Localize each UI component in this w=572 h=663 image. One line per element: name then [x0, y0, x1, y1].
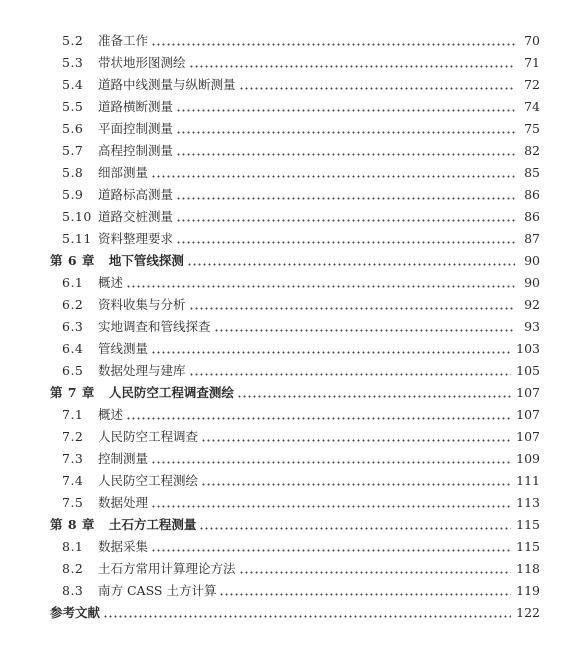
- dot-leader: [151, 351, 511, 354]
- entry-page-number: 107: [516, 429, 540, 444]
- entry-page-number: 113: [516, 495, 540, 510]
- entry-number: 7.2: [62, 429, 84, 444]
- table-of-contents: [0, 30, 572, 624]
- entry-title: 资料整理要求: [98, 231, 174, 246]
- dot-leader: [199, 527, 511, 530]
- dot-leader: [151, 461, 511, 464]
- entry-page-number: 122: [516, 605, 540, 620]
- toc-section-entry[interactable]: [0, 316, 572, 338]
- toc-section-entry[interactable]: [0, 184, 572, 206]
- entry-page-number: 111: [516, 473, 540, 488]
- dot-leader: [239, 87, 515, 90]
- entry-title: 人民防空工程调查: [98, 429, 199, 444]
- toc-section-entry[interactable]: [0, 52, 572, 74]
- dot-leader: [189, 373, 512, 376]
- toc-section-entry[interactable]: [0, 536, 572, 558]
- toc-section-entry[interactable]: [0, 404, 572, 426]
- entry-page-number: 75: [524, 121, 540, 136]
- toc-references-entry[interactable]: [0, 602, 572, 624]
- entry-number: 7.3: [62, 451, 84, 466]
- dot-leader: [214, 329, 515, 332]
- entry-title: 实地调查和管线探查: [98, 319, 211, 334]
- toc-chapter-entry[interactable]: [0, 514, 572, 536]
- entry-number: 8.2: [62, 561, 84, 576]
- entry-number: 第 8 章: [50, 517, 95, 532]
- entry-title: 高程控制测量: [98, 143, 174, 158]
- entry-title: 控制测量: [98, 451, 149, 466]
- entry-page-number: 105: [516, 363, 540, 378]
- dot-leader: [151, 43, 515, 46]
- entry-title: 概述: [98, 407, 124, 422]
- entry-title: 概述: [98, 275, 124, 290]
- dot-leader: [176, 219, 515, 222]
- dot-leader: [189, 65, 515, 68]
- entry-number: 6.2: [62, 297, 84, 312]
- toc-chapter-entry[interactable]: [0, 382, 572, 404]
- entry-number: 第 7 章: [50, 385, 95, 400]
- toc-section-entry[interactable]: [0, 294, 572, 316]
- toc-section-entry[interactable]: [0, 162, 572, 184]
- entry-page-number: 86: [524, 187, 540, 202]
- toc-section-entry[interactable]: [0, 360, 572, 382]
- entry-title: 道路中线测量与纵断测量: [98, 77, 236, 92]
- dot-leader: [176, 109, 515, 112]
- toc-section-entry[interactable]: [0, 272, 572, 294]
- dot-leader: [176, 131, 515, 134]
- toc-section-entry[interactable]: [0, 470, 572, 492]
- entry-title: 土石方工程测量: [108, 517, 197, 532]
- dot-leader: [187, 263, 515, 266]
- entry-number: 5.6: [62, 121, 84, 136]
- dot-leader: [176, 197, 515, 200]
- dot-leader: [239, 571, 512, 574]
- entry-title: 准备工作: [98, 33, 149, 48]
- entry-title: 平面控制测量: [98, 121, 174, 136]
- entry-page-number: 86: [524, 209, 540, 224]
- entry-number: 5.3: [62, 55, 84, 70]
- entry-number: 6.4: [62, 341, 84, 356]
- entry-page-number: 87: [524, 231, 540, 246]
- entry-page-number: 74: [524, 99, 540, 114]
- entry-title: 数据采集: [98, 539, 149, 554]
- entry-title: 土石方常用计算理论方法: [98, 561, 236, 576]
- dot-leader: [189, 307, 515, 310]
- dot-leader: [201, 483, 511, 486]
- dot-leader: [151, 549, 511, 552]
- toc-section-entry[interactable]: [0, 338, 572, 360]
- entry-number: 6.5: [62, 363, 84, 378]
- entry-number: 6.3: [62, 319, 84, 334]
- toc-section-entry[interactable]: [0, 74, 572, 96]
- entry-title: 道路交桩测量: [98, 209, 174, 224]
- entry-title: 人民防空工程测绘: [98, 473, 199, 488]
- entry-page-number: 119: [516, 583, 540, 598]
- entry-title: 道路横断测量: [98, 99, 174, 114]
- entry-page-number: 85: [524, 165, 540, 180]
- dot-leader: [126, 285, 515, 288]
- toc-section-entry[interactable]: [0, 30, 572, 52]
- entry-number: 5.4: [62, 77, 84, 92]
- entry-number: 第 6 章: [50, 253, 95, 268]
- dot-leader: [201, 439, 511, 442]
- entry-title: 数据处理: [98, 495, 149, 510]
- entry-number: 7.4: [62, 473, 84, 488]
- entry-title: 管线测量: [98, 341, 149, 356]
- toc-section-entry[interactable]: [0, 492, 572, 514]
- entry-title: 道路标高测量: [98, 187, 174, 202]
- entry-number: 5.2: [62, 33, 84, 48]
- entry-number: 5.10: [62, 209, 92, 224]
- dot-leader: [219, 593, 511, 596]
- entry-title: 参考文献: [50, 605, 101, 620]
- entry-page-number: 109: [516, 451, 540, 466]
- dot-leader: [151, 505, 511, 508]
- dot-leader: [126, 417, 511, 420]
- entry-number: 5.8: [62, 165, 84, 180]
- entry-number: 8.3: [62, 583, 84, 598]
- toc-chapter-entry[interactable]: [0, 250, 572, 272]
- entry-page-number: 107: [516, 385, 540, 400]
- entry-page-number: 92: [524, 297, 540, 312]
- entry-title: 南方 CASS 土方计算: [98, 583, 217, 598]
- entry-page-number: 72: [524, 77, 540, 92]
- toc-section-entry[interactable]: [0, 140, 572, 162]
- entry-number: 5.9: [62, 187, 84, 202]
- entry-number: 7.5: [62, 495, 84, 510]
- entry-title: 地下管线探测: [108, 253, 184, 268]
- toc-section-entry[interactable]: [0, 206, 572, 228]
- toc-section-entry[interactable]: [0, 118, 572, 140]
- dot-leader: [176, 153, 515, 156]
- entry-title: 人民防空工程调查测绘: [108, 385, 234, 400]
- entry-title: 资料收集与分析: [98, 297, 186, 312]
- entry-number: 5.7: [62, 143, 84, 158]
- toc-section-entry[interactable]: [0, 426, 572, 448]
- dot-leader: [151, 175, 515, 178]
- entry-page-number: 70: [524, 33, 540, 48]
- entry-title: 细部测量: [98, 165, 149, 180]
- entry-page-number: 103: [516, 341, 540, 356]
- entry-number: 8.1: [62, 539, 84, 554]
- entry-title: 带状地形图测绘: [98, 55, 186, 70]
- toc-section-entry[interactable]: [0, 558, 572, 580]
- entry-page-number: 82: [524, 143, 540, 158]
- entry-number: 5.11: [62, 231, 92, 246]
- entry-page-number: 107: [516, 407, 540, 422]
- dot-leader: [176, 241, 515, 244]
- toc-section-entry[interactable]: [0, 448, 572, 470]
- entry-page-number: 90: [524, 275, 540, 290]
- entry-number: 5.5: [62, 99, 84, 114]
- dot-leader: [237, 395, 511, 398]
- toc-section-entry[interactable]: [0, 228, 572, 250]
- entry-title: 数据处理与建库: [98, 363, 186, 378]
- toc-section-entry[interactable]: [0, 580, 572, 602]
- entry-page-number: 71: [524, 55, 540, 70]
- entry-page-number: 93: [524, 319, 540, 334]
- entry-page-number: 118: [516, 561, 540, 576]
- entry-page-number: 115: [516, 517, 540, 532]
- entry-number: 7.1: [62, 407, 84, 422]
- entry-page-number: 90: [524, 253, 540, 268]
- entry-page-number: 115: [516, 539, 540, 554]
- toc-section-entry[interactable]: [0, 96, 572, 118]
- dot-leader: [103, 615, 511, 618]
- entry-number: 6.1: [62, 275, 84, 290]
